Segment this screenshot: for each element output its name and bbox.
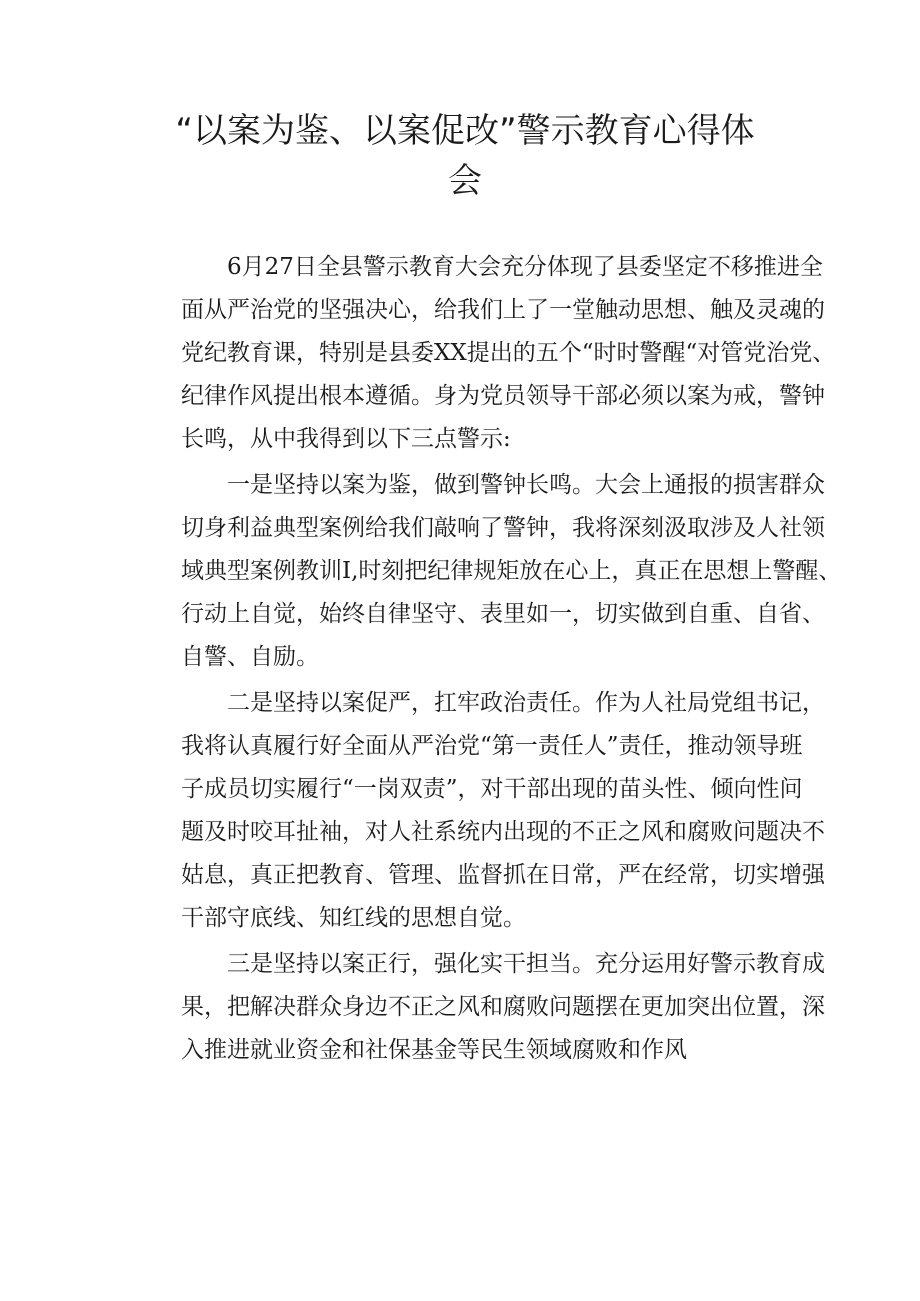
text-line: 行动上自觉，始终自律坚守、表里如一，切实做到自重、自省、 [181,601,825,627]
text-line: 域典型案例教训I,时刻把纪律规矩放在心上，真正在思想上警醒、 [181,558,842,584]
text-line: 果，把解决群众身边不正之风和腐败问题摆在更加突出位置，深 [181,994,825,1020]
text-line: 切身利益典型案例给我们敲响了警钟，我将深刻汲取涉及人社领 [181,515,825,541]
paragraph-point-two [135,682,825,940]
text-line: 二是坚持以案促严，扛牢政治责任。作为人社局党组书记， [227,690,825,716]
text-line: 干部守底线、知红线的思想自觉。 [181,905,526,931]
text-line: 子成员切实履行“一岗双责”，对干部出现的苗头性、倾向性问 [181,776,803,802]
text-line: 长鸣，从中我得到以下三点警示: [181,426,511,452]
document-body [135,246,842,1075]
text-line: 面从严治党的坚强决心，给我们上了一堂触动思想、触及灵魂的 [181,297,825,323]
paragraph-point-three [135,943,825,1072]
document-title [160,106,770,206]
paragraph-intro [135,246,836,461]
text-line: 6月27日全县警示教育大会充分体现了县委坚定不移推进全 [227,254,823,280]
text-line: 自警、自励。 [181,644,319,670]
text-line: 三是坚持以案正行，强化实干担当。充分运用好警示教育成 [227,951,825,977]
title-line-1: “以案为鉴、以案促改”警示教育心得体 [175,111,755,151]
text-line: 我将认真履行好全面从严治党“第一责任人”责任，推动领导班 [181,733,803,759]
paragraph-point-one [135,464,842,679]
text-line: 纪律作风提出根本遵循。身为党员领导干部必须以案为戒，警钟 [181,383,825,409]
text-line: 一是坚持以案为鉴，做到警钟长鸣。大会上通报的损害群众 [227,472,825,498]
text-line: 题及时咬耳扯袖，对人社系统内出现的不正之风和腐败问题决不 [181,819,825,845]
text-line: 党纪教育课，特别是县委XX提出的五个“时时警醒“对管党治党、 [181,340,836,366]
title-line-2: 会 [448,161,482,201]
text-line: 姑息，真正把教育、管理、监督抓在日常，严在经常，切实增强 [181,862,825,888]
text-line: 入推进就业资金和社保基金等民生领域腐败和作风 [181,1037,687,1063]
